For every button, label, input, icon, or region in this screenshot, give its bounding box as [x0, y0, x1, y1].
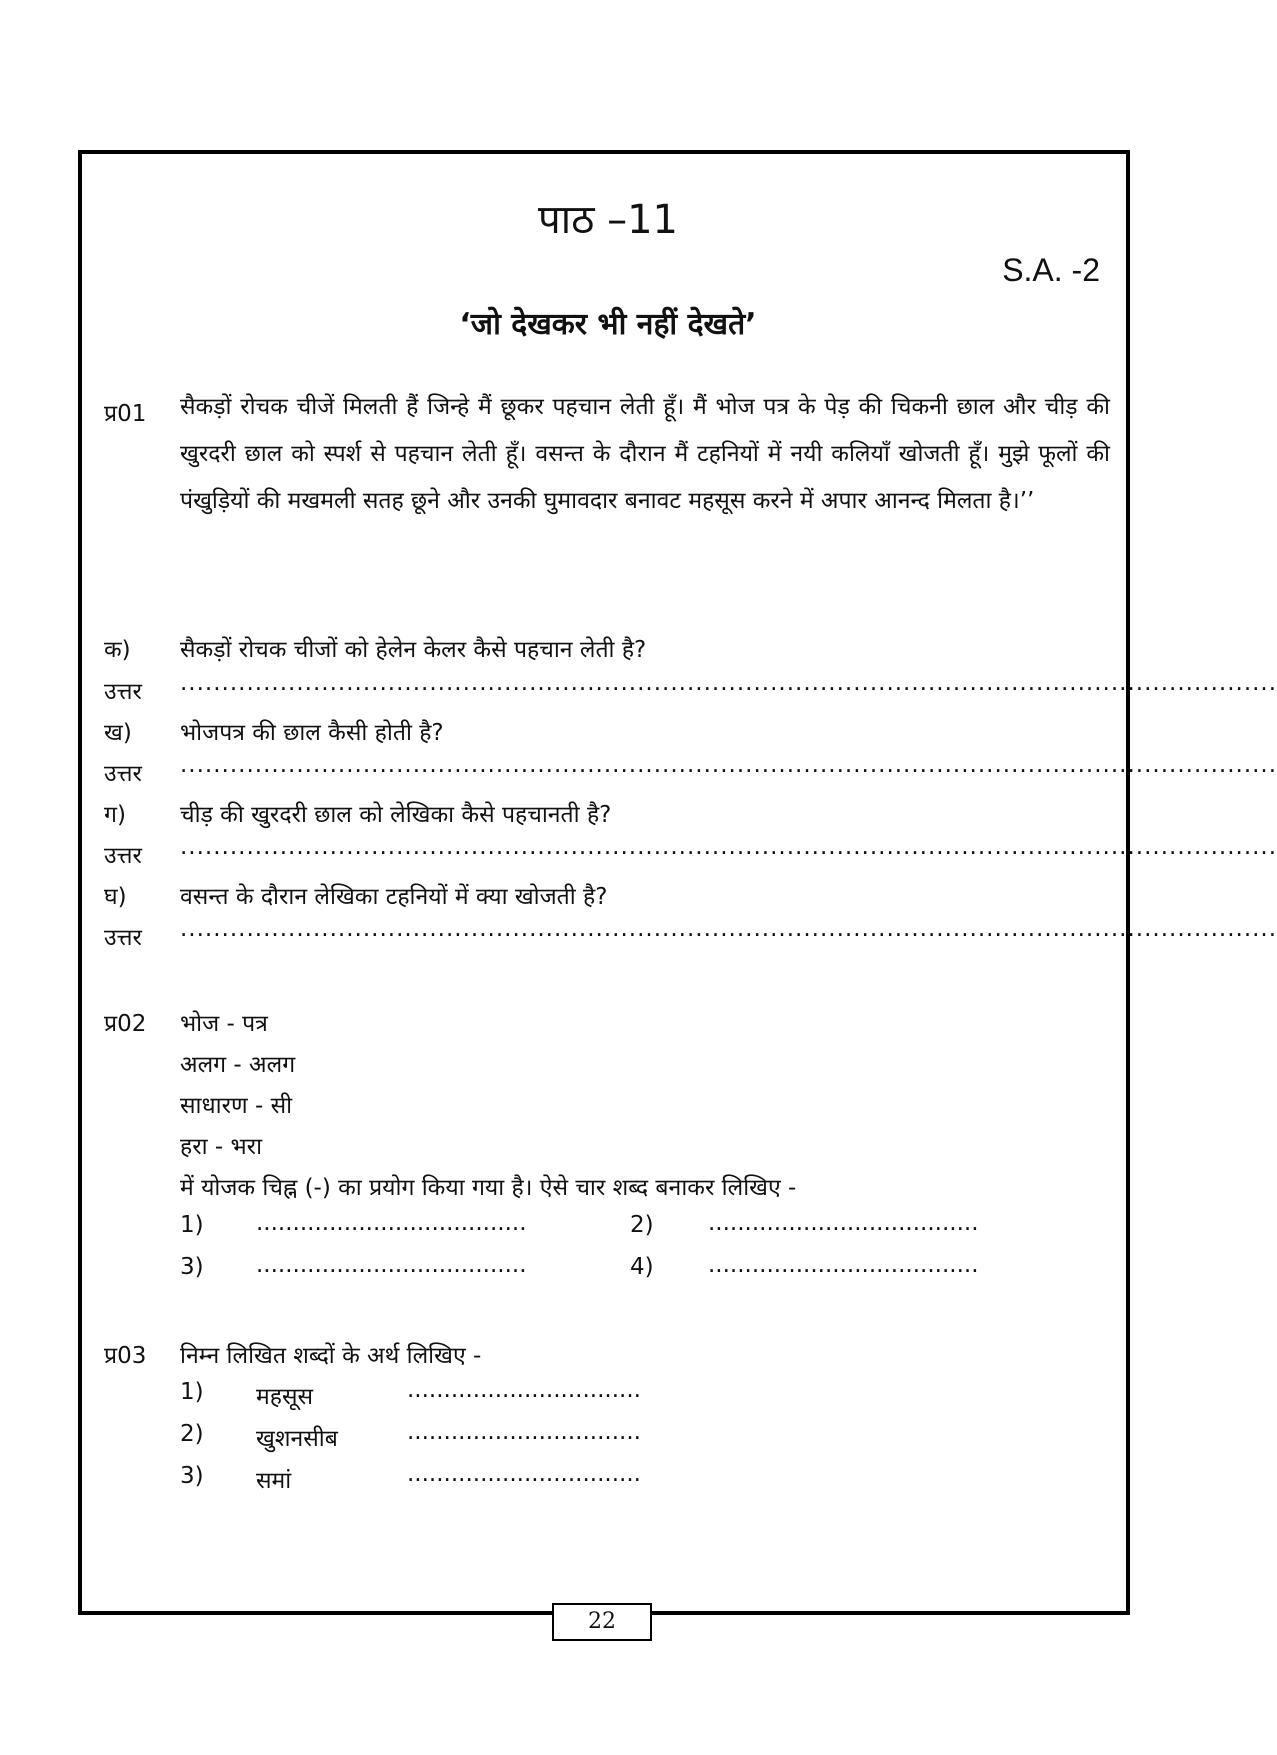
- q1a-text: सैकड़ों रोचक चीजों को हेलेन केलर कैसे पहचान लेती है?: [180, 637, 647, 663]
- q2-blank-3-num: 3): [180, 1254, 204, 1280]
- q2-word-3: साधारण - सी: [180, 1093, 293, 1119]
- q2-blank-1-num: 1): [180, 1212, 204, 1238]
- q2-word-2: अलग - अलग: [180, 1052, 296, 1078]
- page-frame: [78, 150, 1277, 1615]
- q2-blank-1-line[interactable]: .....................................: [256, 1210, 527, 1236]
- q3-item-3-word: समां: [256, 1468, 292, 1494]
- q1b-text: भोजपत्र की छाल कैसी होती है?: [180, 720, 444, 746]
- q1a-label: क): [104, 637, 131, 663]
- q1-passage: सैकड़ों रोचक चीजें मिलती हैं जिन्हे मैं छूकर पहचान लेती हूँ। मैं भोज पत्र के पेड़ की चिकनी छाल और चीड़ की खुरदरी छाल को स्पर्श से पहचान लेती हूँ। वसन्त के दौरान मैं टहनियों में नयी कलियाँ खोजती हूँ। मुझे फूलों की पंखुड़ियों की मखमली सतह छूने और उनकी घुमावदार बनावट महसूस करने में अपार आनन्द मिलता है।’’: [180, 394, 1110, 514]
- q1c-label: ग): [104, 802, 126, 828]
- q3-label: प्र03: [104, 1343, 147, 1369]
- q1d-text: वसन्त के दौरान लेखिका टहनियों में क्या खोजती है?: [180, 884, 608, 910]
- q3-instruction: निम्न लिखित शब्दों के अर्थ लिखिए -: [180, 1343, 482, 1369]
- page-number: 22: [552, 1603, 652, 1641]
- q1d-answer-label: उत्तर: [104, 925, 142, 951]
- q1d-answer-line[interactable]: ....................................................................................................................................: [180, 916, 1277, 942]
- q1a-answer-line[interactable]: ....................................................................................................................................: [180, 670, 1277, 696]
- q3-item-3-line[interactable]: ................................: [407, 1461, 641, 1487]
- q3-item-2-word: खुशनसीब: [256, 1426, 338, 1452]
- q2-instruction: में योजक चिह्न (-) का प्रयोग किया गया है। ऐसे चार शब्द बनाकर लिखिए -: [180, 1175, 797, 1201]
- q1c-text: चीड़ की खुरदरी छाल को लेखिका कैसे पहचानती है?: [180, 802, 612, 828]
- q3-item-2-line[interactable]: ................................: [407, 1419, 641, 1445]
- lesson-title: पाठ –11: [538, 197, 678, 243]
- q1-label: प्र01: [104, 401, 147, 427]
- q1b-label: ख): [104, 720, 132, 746]
- q2-word-1: भोज - पत्र: [180, 1011, 268, 1037]
- q1b-answer-label: उत्तर: [104, 761, 142, 787]
- q1c-answer-label: उत्तर: [104, 843, 142, 869]
- assessment-label: S.A. -2: [1002, 252, 1100, 288]
- q3-item-3-num: 3): [180, 1463, 204, 1489]
- q2-blank-4-line[interactable]: .....................................: [708, 1252, 979, 1278]
- q1d-label: घ): [104, 884, 127, 910]
- q1b-answer-line[interactable]: ....................................................................................................................................: [180, 752, 1277, 778]
- q2-blank-4-num: 4): [630, 1254, 654, 1280]
- q3-item-1-num: 1): [180, 1379, 204, 1405]
- q3-item-1-line[interactable]: ................................: [407, 1377, 641, 1403]
- q2-label: प्र02: [104, 1011, 147, 1037]
- chapter-title: ‘जो देखकर भी नहीं देखते’: [459, 307, 757, 342]
- q2-blank-2-line[interactable]: .....................................: [708, 1210, 979, 1236]
- q2-word-4: हरा - भरा: [180, 1134, 263, 1160]
- q3-item-1-word: महसूस: [256, 1384, 314, 1410]
- q1c-answer-line[interactable]: ....................................................................................................................................: [180, 834, 1277, 860]
- q2-blank-3-line[interactable]: .....................................: [256, 1252, 527, 1278]
- q2-blank-2-num: 2): [630, 1212, 654, 1238]
- q1a-answer-label: उत्तर: [104, 679, 142, 705]
- q3-item-2-num: 2): [180, 1421, 204, 1447]
